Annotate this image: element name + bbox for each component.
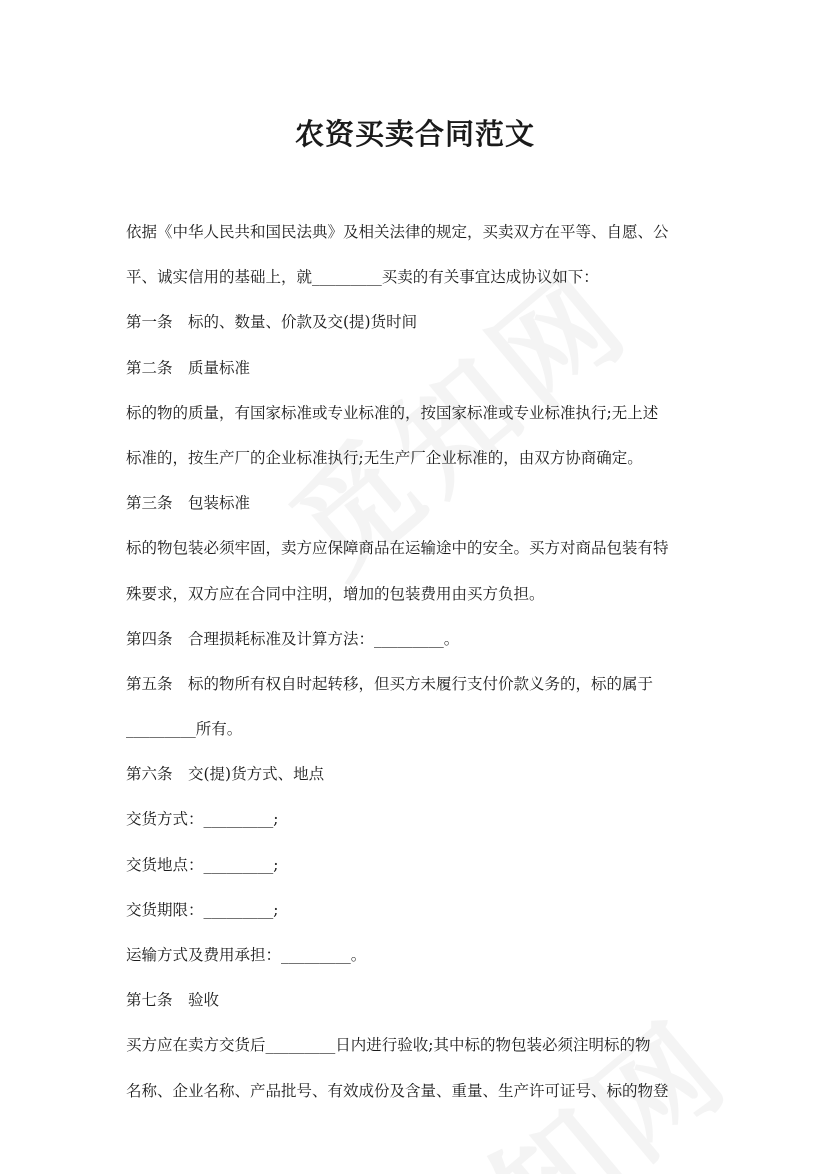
paragraph-line: 殊要求，双方应在合同中注明，增加的包装费用由买方负担。 [126, 584, 545, 603]
paragraph-line: 交货地点：_________; [126, 855, 279, 874]
paragraph-line: 平、诚实信用的基础上，就_________买卖的有关事宜达成协议如下： [126, 268, 599, 287]
paragraph-line: 交货方式：_________; [126, 810, 279, 829]
document-title: 农资买卖合同范文 [294, 117, 535, 151]
paragraph-line: 依据《中华人民共和国民法典》及相关法律的规定，买卖双方在平等、自愿、公 [126, 223, 669, 241]
paragraph-line: 名称、企业名称、产品批号、有效成份及含量、重量、生产许可证号、标的物登 [126, 1081, 669, 1100]
paragraph-line: 买方应在卖方交货后_________日内进行验收;其中标的物包装必须注明标的物 [126, 1036, 651, 1055]
article-heading: 第一条 标的、数量、价款及交(提)货时间 [126, 313, 418, 332]
paragraph-line: 运输方式及费用承担：_________。 [126, 946, 367, 964]
article-heading: 第三条 包装标准 [126, 494, 251, 513]
paragraph-line: 标的物的质量，有国家标准或专业标准的，按国家标准或专业标准执行;无上述 [126, 403, 659, 422]
paragraph-line: 标的物包装必须牢固，卖方应保障商品在运输途中的安全。买方对商品包装有特 [126, 539, 669, 558]
article-heading: 第四条 合理损耗标准及计算方法：_________。 [126, 629, 460, 648]
paragraph-line: _________所有。 [126, 720, 243, 739]
paragraph-line: 标准的，按生产厂的企业标准执行;无生产厂企业标准的，由双方协商确定。 [126, 448, 643, 467]
article-heading: 第五条 标的物所有权自时起转移，但买方未履行支付价款义务的，标的属于 [126, 674, 654, 693]
paragraph-line: 交货期限：_________; [126, 900, 279, 919]
article-heading: 第六条 交(提)货方式、地点 [126, 765, 325, 784]
article-heading: 第七条 验收 [126, 991, 220, 1010]
article-heading: 第二条 质量标准 [126, 358, 251, 377]
document-body [126, 210, 716, 1114]
